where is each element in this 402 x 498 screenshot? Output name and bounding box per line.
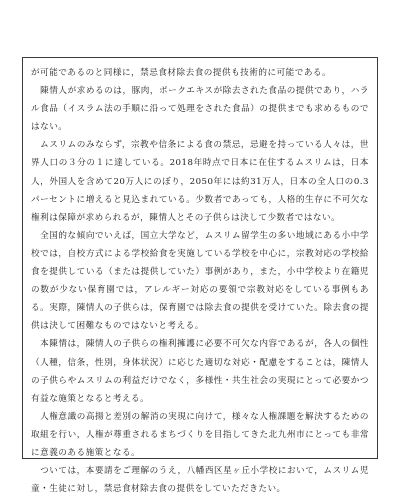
paragraph-continuation: が可能であるのと同様に，禁忌食材除去食の提供も技術的に可能である。 xyxy=(31,68,332,78)
paragraph-national-trend: 全国的な傾向でいえば，国立大学など，ムスリム留学生の多い地域にある小中学校では，自校方式による学校給食を実施している学校を中心に，宗教対応の学校給食を提供している（または提供していた）事例があり，また，小中学校より在籍児の数が少ない保育園では，アレルギー対応の要領で宗教対応をしている事例もある。実際，陳情人の子供らは，保育園では除去食の提供を受けていた。除去食の提供は決して困難なものではないと考える。 xyxy=(31,230,369,332)
paragraph-muslim-population: ムスリムのみならず，宗教や信条による食の禁忌，忌避を持っている人々は，世界人口の３分の１に達している。2018年時点で日本に在住するムスリムは，日本人，外国人を含めて20万人にのぼり，2050年には約31万人，日本の全人口の0.3パーセントに増えると見込まれている。少数者であっても，人格的生存に不可欠な権利は保障が求められるが，陳情人とその子供らは決して少数者ではない。 xyxy=(31,140,369,223)
petition-text-box xyxy=(22,57,378,495)
paragraph-request-scope: 陳情人が求めるのは，豚肉，ポークエキスが除去された食品の提供であり，ハラル食品（イスラム法の手順に沿って処理をされた食品）の提供までも求めるものではない。 xyxy=(31,86,369,133)
paragraph-rights-diversity: 本陳情は，陳情人の子供らの権利擁護に必要不可欠な内容であるが，各人の個性（人種，信条，性別，身体状況）に応じた適切な対応・配慮をすることは，陳情人の子供らやムスリムの利益だけでなく，多様性・共生社会の実現にとって必要かつ有益な施策となると考える。 xyxy=(31,339,369,404)
paragraph-request: ついては，本要請をご理解のうえ，八幡西区星ヶ丘小学校において，ムスリム児童・生徒に対し，禁忌食材除去食の提供をしていただきたい。 xyxy=(31,466,369,495)
paragraph-human-rights: 人権意識の高揚と差別の解消の実現に向けて，様々な人権課題を解決するための取組を行い，人権が尊重されるまちづくりを目指してきた北九州市にとっても非常に意義のある施策となる。 xyxy=(31,411,369,458)
